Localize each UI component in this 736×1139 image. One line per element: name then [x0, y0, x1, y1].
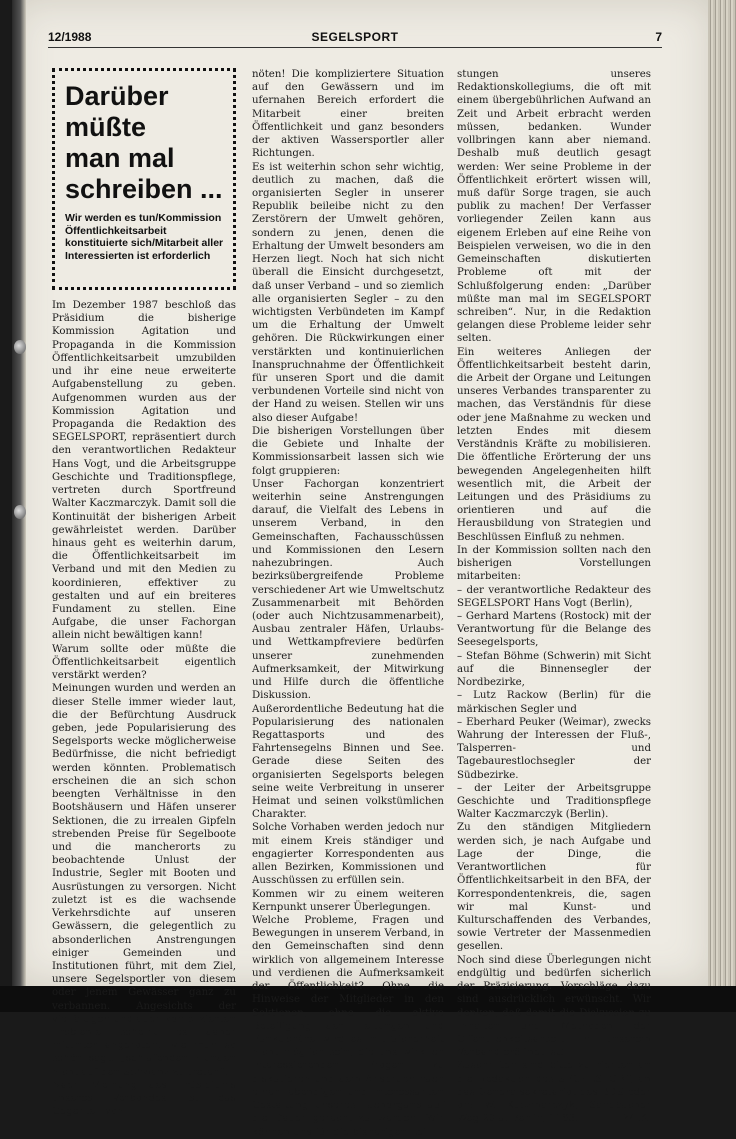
list-item: – der verantwortliche Redakteur des SEGELSPORT Hans Vogt (Berlin), — [457, 584, 651, 609]
list-item: – Lutz Rackow (Berlin) für die märkischen Segler und — [457, 690, 651, 715]
text-column-2 — [252, 68, 444, 1139]
list-item: – der Leiter der Arbeitsgruppe Geschichte und Traditionspflege Walter Kaczmarczyk (Berlin). — [457, 782, 651, 821]
paragraph — [457, 1059, 651, 1125]
paragraph: Außerordentliche Bedeutung hat die Popularisierung des nationalen Regattasports und des Fahrtensegelns Binnen und See. Gerade diese Seiten des organisierten Segelsports belegen seine weite Verbreitung in unserer Heimat und seinen volkstümlichen Charakter. — [252, 703, 444, 821]
headline-line: Darüber — [65, 81, 169, 111]
text-column-3 — [457, 68, 651, 1126]
page-header — [48, 30, 662, 46]
author-signature: W. K. — [621, 1112, 651, 1125]
paragraph: nöten! Die kompliziertere Situation auf den Gewässern und im ufernahen Bereich erfordert die Mitarbeit einer breiten Öffentlichkeit und ganz besonders der aktiven Wassersportler aller Richtungen. — [252, 69, 444, 160]
paragraph: Im Dezember 1987 beschloß das Präsidium die bisherige Kommission Agitation und Propaganda in die Kommission Öffentlichkeitsarbeit umzubilden und ihr eine neue erweiterte Aufgabenstellung zu geben. Aufgenommen wurden aus der Kommission Agitation und Propaganda die Redaktion des SEGELSPORT, repräsentiert durch den verantwortlichen Redakteur Hans Vogt, und die Arbeitsgruppe Geschichte und Traditionspflege, vertreten durch Sportfreund Walter Kaczmarczyk. Damit soll die Kontinuität der bisherigen Arbeit gewährleistet werden. Darüber hinaus geht es weiterhin darum, die Öffentlichkeitsarbeit im Verband und mit den Medien zu koordinieren, effektiver zu gestalten und auf ein breiteres Fundament zu stellen. Eine Aufgabe, die unser Fachorgan allein nicht bewältigen kann! — [52, 300, 236, 642]
paragraph: stungen unseres Redaktionskollegiums, die oft mit einem übergebührlichen Aufwand an Zeit und Arbeit erbracht werden müssen, bedanken. Wunder vollbringen kann aber niemand. Deshalb muß deutlich gesagt werden: Wer seine Probleme in der Öffentlichkeit erörtert wissen will, muß dafür Sorge tragen, sie auch publik zu machen! Der Verfasser vorliegender Zeilen kann aus eigenem Erleben auf eine Reihe von Beispielen verweisen, wo die in den Gemeinschaften diskutierten Probleme oft mit der Schlußfolgerung enden: „Darüber müßte man mal im SEGELSPORT schreiben“. Nur, in die Redaktion gelangen diese Probleme leider sehr selten. — [457, 69, 651, 345]
stacked-page-edges — [708, 0, 736, 1012]
paragraph: Welche Probleme, Fragen und Bewegungen in unserem Verband, in den Gemeinschaften sind denn wirklich von allgemeinem Interesse und verdienen die Aufmerksamkeit der Öffentlichkeit? Ohne die Hinweise der Mitglieder in den Sektionen, ohne die aktive Beteiligung der Leitungen und Funktionäre wird es mit Sicherheit nicht möglich sein, die uns wirklich interessierenden Fragen zu diskutieren und dem Anspruch nach einer lebendigen und interessanten Gestaltung unseres Fachorgans auf die Dauer gerecht zu werden. Wir können uns für die bisherigen Lei- — [252, 915, 444, 1138]
binder-ring — [14, 505, 26, 519]
list-item: – Gerhard Martens (Rostock) mit der Verantwortung für die Belange des Seesegelsports, — [457, 610, 651, 649]
paragraph: Die bisherigen Vorstellungen über die Gebiete und Inhalte der Kommissionsarbeit lassen sich wie folgt gruppieren: — [252, 425, 444, 477]
closing-paragraph: Zuschriften sind bitte zu richten an die Redaktion des SEGELSPORT, an das Generalsekretariat des BDS oder an: W. Kaczmarczyk, Sandbacher Weg 20 a, Berlin, 1183. — [457, 1060, 651, 1125]
headline — [65, 81, 227, 205]
header-rule — [48, 47, 662, 48]
paragraph: Zu den ständigen Mitgliedern werden sich, je nach Aufgabe und Lage der Dinge, die Verantwortlichen für Öffentlichkeitsarbeit in den BFA, der Korrespondentenkreis, die, sagen wir mal Kunst- und Kulturschaffenden des Verbandes, sowie Vertreter der Massenmedien gesellen. — [457, 822, 651, 953]
subheadline: Wir werden es tun/Kommission Öffentlichkeitsarbeit konstituierte sich/Mitarbeit aller Interessierten ist erforderlich — [65, 212, 224, 262]
headline-box — [52, 68, 236, 290]
list-item: – Stefan Böhme (Schwerin) mit Sicht auf die Binnensegler der Nordbezirke, — [457, 650, 651, 689]
magazine-title: SEGELSPORT — [311, 30, 399, 44]
headline-line: schreiben ... — [65, 174, 223, 204]
text-column-1 — [52, 299, 236, 1119]
paragraph: Nach Meinung des Präsidiums unseres Verbandes ist das Gegenteil von- — [52, 1079, 236, 1118]
paragraph: Warum sollte oder müßte die Öffentlichkeitsarbeit eigentlich verstärkt werden? — [52, 643, 236, 682]
headline-line: müßte — [65, 112, 146, 142]
paragraph: Unser Fachorgan konzentriert weiterhin seine Anstrengungen darauf, die Vielfalt des Lebens in unserem Verband, in den Gemeinschaften, Fachausschüssen und Kommissionen den Lesern nahezubringen. Auch bezirksübergreifende Probleme verschiedener Art wie Umweltschutz Zusammenarbeit mit Behörden (oder auch Nichtzusammenarbeit), Ausbau zentraler Häfen, Urlaubs- und Wettkampfreviere bedürfen unserer zunehmenden Aufmerksamkeit, der Mitwirkung und Hilfe durch die öffentliche Diskussion. — [252, 478, 444, 702]
binder-ring — [14, 340, 26, 354]
headline-line: man mal — [65, 143, 175, 173]
list-item: – Eberhard Peuker (Weimar), zwecks Wahrung der Interessen der Fluß-, Talsperren- und Tagebaurestlochsegler der Südbezirke. — [457, 716, 651, 781]
paragraph: Ein weiteres Anliegen der Öffentlichkeitsarbeit besteht darin, die Arbeit der Organe und Leitungen unseres Verbandes transparenter zu machen, das Verständnis für diese oder jene Maßnahme zu wecken und letzten Endes mit diesem Verständnis Kräfte zu mobilisieren. Die öffentliche Erörterung der uns bewegenden Angelegenheiten hilft wesentlich mit, die Arbeit der Leitungen und des Präsidiums zu orientieren und auf die Herausbildung von Strategien und Beschlüssen Einfluß zu nehmen. — [457, 346, 651, 543]
page-number: 7 — [655, 30, 662, 44]
paragraph: Noch sind diese Überlegungen nicht endgültig und bedürfen sicherlich der Präzisierung. Vorschläge dazu sind ausdrücklich erwünscht. Wir denken, daß damit die Diskussion zu Inhalten und Methoden der Öffentlichkeitsarbeit in unserem Verband eröffnet ist! — [457, 954, 651, 1059]
paragraph: In der Kommission sollten nach den bisherigen Vorstellungen mitarbeiten: — [457, 544, 651, 583]
issue-date: 12/1988 — [48, 30, 92, 44]
paragraph: Solche Vorhaben werden jedoch nur mit einem Kreis ständiger und engagierter Korrespondenten aus allen Bezirken, Kommissionen und Ausschüssen zu erfüllen sein. — [252, 822, 444, 887]
paragraph: Meinungen wurden und werden an dieser Stelle immer wieder laut, die der Befürchtung Ausdruck geben, jede Popularisierung des Segelsports wecke möglicherweise Bedürfnisse, die nicht befriedigt werden könnten. Problematisch erscheinen die an sich schon beengten Verhältnisse in den Bootshäusern und Häfen unserer Sektionen, die zu irrealen Gipfeln strebenden Preise für Segelboote und die mancherorts zu beobachtende Unlust der Industrie, Segler mit Booten und Ausrüstungen zu versorgen. Nicht zuletzt ist es die wachsende Verkehrsdichte auf unseren Gewässern, die gelegentlich zu absonderlichen Anstrengungen einiger Gemeinden und Institutionen führt, mit dem Ziel, unsere Segelsportler von diesem oder jenem Gewässer ganz zu verbannen. Angesichts der vielfältigen und auch komplizierten Probleme scheint es daher mitunter angeraten, wie man so schön sagt, „schlafenden Hunden nicht auf den Schwanz zu treten“. — [52, 683, 236, 1078]
paragraph: Es ist weiterhin schon sehr wichtig, deutlich zu machen, daß die organisierten Segler in unserer Republik beileibe nicht zu den Zerstörern der Umwelt gehören, sondern zu jenen, denen die Erhaltung der Umwelt besonders am Herzen liegt. Noch hat sich nicht überall die Einsicht durchgesetzt, daß unser Verband – und so ziemlich alle organisierten Segler – zu den wichtigsten Verbündeten im Kampf um die Erhaltung der Umwelt gehören. Die Rückwirkungen einer verstärkten und kontinuierlichen Inanspruchnahme der Öffentlichkeit für unseren Sport und die damit verbundenen Vorteile sind nicht von der Hand zu weisen. Stellen wir uns also dieser Aufgabe! — [252, 161, 444, 424]
paragraph: Kommen wir zu einem weiteren Kernpunkt unserer Überlegungen. — [252, 888, 444, 913]
binder-edge — [12, 0, 26, 986]
